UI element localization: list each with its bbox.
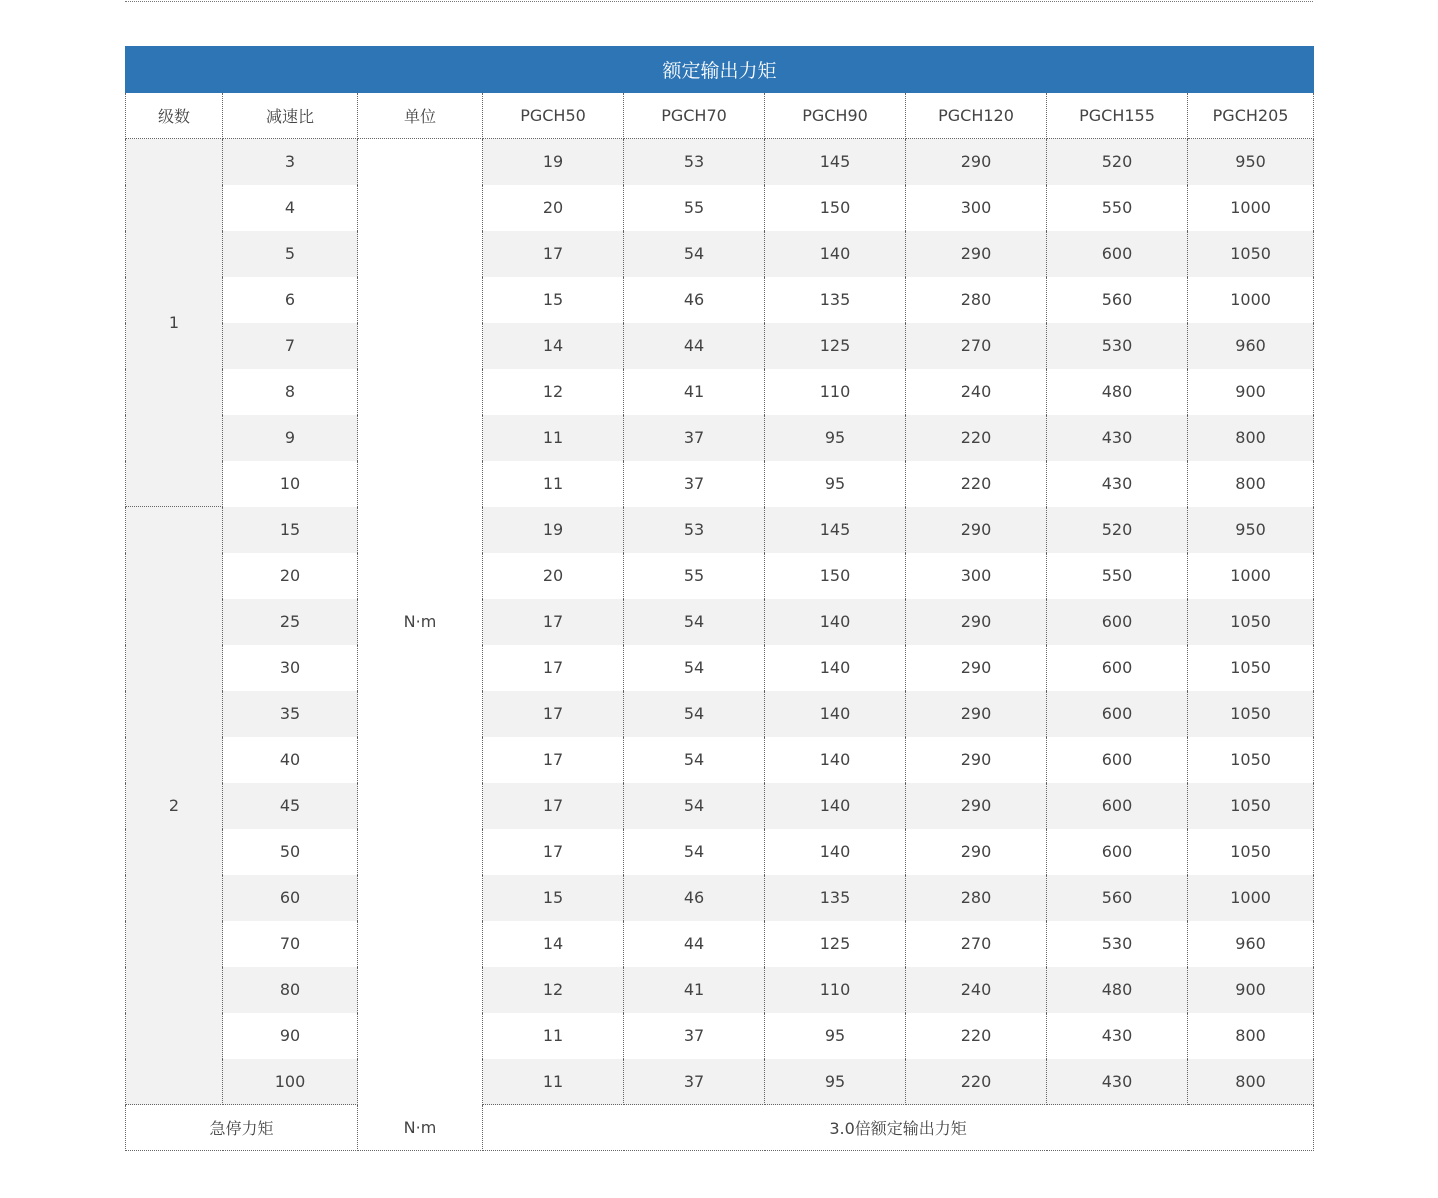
ratio-cell: 10 bbox=[223, 461, 358, 507]
ratio-cell: 70 bbox=[223, 921, 358, 967]
torque-value-cell: 95 bbox=[765, 415, 906, 461]
torque-value-cell: 600 bbox=[1047, 645, 1188, 691]
torque-value-cell: 550 bbox=[1047, 185, 1188, 231]
table-row bbox=[126, 231, 1314, 277]
torque-value-cell: 17 bbox=[483, 645, 624, 691]
header-pgch50: PGCH50 bbox=[483, 93, 624, 139]
torque-value-cell: 1050 bbox=[1188, 645, 1314, 691]
torque-value-cell: 12 bbox=[483, 967, 624, 1013]
torque-value-cell: 600 bbox=[1047, 829, 1188, 875]
torque-value-cell: 41 bbox=[624, 967, 765, 1013]
rated-torque-table bbox=[125, 46, 1314, 1151]
ratio-cell: 5 bbox=[223, 231, 358, 277]
torque-value-cell: 54 bbox=[624, 829, 765, 875]
torque-value-cell: 11 bbox=[483, 415, 624, 461]
ratio-cell: 90 bbox=[223, 1013, 358, 1059]
torque-value-cell: 17 bbox=[483, 737, 624, 783]
table-row bbox=[126, 875, 1314, 921]
torque-value-cell: 37 bbox=[624, 1059, 765, 1105]
header-pgch70: PGCH70 bbox=[624, 93, 765, 139]
torque-value-cell: 15 bbox=[483, 875, 624, 921]
torque-value-cell: 600 bbox=[1047, 737, 1188, 783]
table-title: 额定输出力矩 bbox=[126, 47, 1314, 93]
unit-cell: N·m bbox=[358, 139, 483, 1105]
torque-value-cell: 300 bbox=[906, 553, 1047, 599]
torque-value-cell: 530 bbox=[1047, 921, 1188, 967]
torque-value-cell: 12 bbox=[483, 369, 624, 415]
table-row bbox=[126, 921, 1314, 967]
ratio-cell: 60 bbox=[223, 875, 358, 921]
torque-value-cell: 41 bbox=[624, 369, 765, 415]
torque-value-cell: 11 bbox=[483, 1059, 624, 1105]
torque-value-cell: 1050 bbox=[1188, 691, 1314, 737]
ratio-cell: 45 bbox=[223, 783, 358, 829]
torque-value-cell: 1000 bbox=[1188, 185, 1314, 231]
torque-value-cell: 220 bbox=[906, 1013, 1047, 1059]
torque-value-cell: 290 bbox=[906, 139, 1047, 185]
torque-value-cell: 240 bbox=[906, 967, 1047, 1013]
table-row bbox=[126, 553, 1314, 599]
torque-value-cell: 19 bbox=[483, 507, 624, 553]
torque-value-cell: 520 bbox=[1047, 139, 1188, 185]
torque-value-cell: 800 bbox=[1188, 415, 1314, 461]
torque-value-cell: 290 bbox=[906, 645, 1047, 691]
table-body bbox=[126, 139, 1314, 1105]
torque-value-cell: 19 bbox=[483, 139, 624, 185]
footer-row bbox=[126, 1105, 1314, 1151]
torque-value-cell: 950 bbox=[1188, 507, 1314, 553]
torque-value-cell: 14 bbox=[483, 921, 624, 967]
torque-value-cell: 37 bbox=[624, 415, 765, 461]
torque-value-cell: 17 bbox=[483, 231, 624, 277]
table-row bbox=[126, 737, 1314, 783]
ratio-cell: 9 bbox=[223, 415, 358, 461]
torque-value-cell: 55 bbox=[624, 553, 765, 599]
torque-value-cell: 290 bbox=[906, 231, 1047, 277]
table-row bbox=[126, 967, 1314, 1013]
torque-value-cell: 17 bbox=[483, 783, 624, 829]
torque-value-cell: 430 bbox=[1047, 1059, 1188, 1105]
torque-value-cell: 220 bbox=[906, 461, 1047, 507]
torque-value-cell: 150 bbox=[765, 185, 906, 231]
ratio-cell: 80 bbox=[223, 967, 358, 1013]
ratio-cell: 30 bbox=[223, 645, 358, 691]
torque-value-cell: 290 bbox=[906, 737, 1047, 783]
torque-value-cell: 110 bbox=[765, 967, 906, 1013]
table-row bbox=[126, 645, 1314, 691]
ratio-cell: 15 bbox=[223, 507, 358, 553]
torque-value-cell: 1050 bbox=[1188, 737, 1314, 783]
torque-value-cell: 46 bbox=[624, 875, 765, 921]
torque-value-cell: 20 bbox=[483, 553, 624, 599]
torque-value-cell: 600 bbox=[1047, 231, 1188, 277]
table-row bbox=[126, 185, 1314, 231]
torque-value-cell: 800 bbox=[1188, 461, 1314, 507]
table-row bbox=[126, 323, 1314, 369]
torque-value-cell: 960 bbox=[1188, 323, 1314, 369]
emergency-stop-unit: N·m bbox=[358, 1105, 483, 1151]
torque-value-cell: 125 bbox=[765, 921, 906, 967]
torque-value-cell: 95 bbox=[765, 1013, 906, 1059]
table-row bbox=[126, 415, 1314, 461]
ratio-cell: 40 bbox=[223, 737, 358, 783]
table-row bbox=[126, 1013, 1314, 1059]
torque-value-cell: 1050 bbox=[1188, 231, 1314, 277]
table-row bbox=[126, 1059, 1314, 1105]
torque-value-cell: 900 bbox=[1188, 369, 1314, 415]
torque-value-cell: 290 bbox=[906, 691, 1047, 737]
torque-value-cell: 20 bbox=[483, 185, 624, 231]
table-row bbox=[126, 369, 1314, 415]
torque-value-cell: 44 bbox=[624, 323, 765, 369]
ratio-cell: 4 bbox=[223, 185, 358, 231]
header-pgch205: PGCH205 bbox=[1188, 93, 1314, 139]
torque-value-cell: 140 bbox=[765, 231, 906, 277]
header-stage: 级数 bbox=[126, 93, 223, 139]
torque-value-cell: 1000 bbox=[1188, 875, 1314, 921]
table-row bbox=[126, 691, 1314, 737]
torque-value-cell: 280 bbox=[906, 875, 1047, 921]
torque-value-cell: 300 bbox=[906, 185, 1047, 231]
table-row bbox=[126, 829, 1314, 875]
torque-value-cell: 960 bbox=[1188, 921, 1314, 967]
torque-value-cell: 11 bbox=[483, 1013, 624, 1059]
ratio-cell: 25 bbox=[223, 599, 358, 645]
torque-value-cell: 140 bbox=[765, 737, 906, 783]
torque-value-cell: 480 bbox=[1047, 369, 1188, 415]
ratio-cell: 100 bbox=[223, 1059, 358, 1105]
torque-value-cell: 220 bbox=[906, 415, 1047, 461]
torque-value-cell: 17 bbox=[483, 829, 624, 875]
ratio-cell: 50 bbox=[223, 829, 358, 875]
torque-value-cell: 54 bbox=[624, 691, 765, 737]
stage-cell: 2 bbox=[126, 507, 223, 1105]
torque-value-cell: 1000 bbox=[1188, 553, 1314, 599]
torque-value-cell: 150 bbox=[765, 553, 906, 599]
torque-value-cell: 140 bbox=[765, 829, 906, 875]
table-row bbox=[126, 139, 1314, 185]
torque-value-cell: 11 bbox=[483, 461, 624, 507]
torque-value-cell: 1050 bbox=[1188, 599, 1314, 645]
torque-value-cell: 54 bbox=[624, 783, 765, 829]
ratio-cell: 3 bbox=[223, 139, 358, 185]
torque-value-cell: 220 bbox=[906, 1059, 1047, 1105]
torque-value-cell: 290 bbox=[906, 829, 1047, 875]
torque-value-cell: 140 bbox=[765, 783, 906, 829]
torque-value-cell: 530 bbox=[1047, 323, 1188, 369]
torque-value-cell: 900 bbox=[1188, 967, 1314, 1013]
header-row bbox=[126, 93, 1314, 139]
ratio-cell: 8 bbox=[223, 369, 358, 415]
torque-value-cell: 480 bbox=[1047, 967, 1188, 1013]
torque-value-cell: 145 bbox=[765, 507, 906, 553]
torque-value-cell: 600 bbox=[1047, 599, 1188, 645]
torque-value-cell: 135 bbox=[765, 875, 906, 921]
torque-value-cell: 15 bbox=[483, 277, 624, 323]
torque-value-cell: 950 bbox=[1188, 139, 1314, 185]
header-ratio: 减速比 bbox=[223, 93, 358, 139]
torque-value-cell: 95 bbox=[765, 461, 906, 507]
torque-value-cell: 54 bbox=[624, 737, 765, 783]
torque-value-cell: 145 bbox=[765, 139, 906, 185]
torque-value-cell: 125 bbox=[765, 323, 906, 369]
ratio-cell: 7 bbox=[223, 323, 358, 369]
torque-value-cell: 46 bbox=[624, 277, 765, 323]
torque-value-cell: 550 bbox=[1047, 553, 1188, 599]
torque-value-cell: 17 bbox=[483, 599, 624, 645]
torque-value-cell: 110 bbox=[765, 369, 906, 415]
stage-cell: 1 bbox=[126, 139, 223, 507]
torque-value-cell: 140 bbox=[765, 645, 906, 691]
torque-value-cell: 1000 bbox=[1188, 277, 1314, 323]
torque-value-cell: 37 bbox=[624, 1013, 765, 1059]
emergency-stop-value: 3.0倍额定输出力矩 bbox=[483, 1105, 1314, 1151]
torque-value-cell: 44 bbox=[624, 921, 765, 967]
torque-value-cell: 290 bbox=[906, 783, 1047, 829]
ratio-cell: 6 bbox=[223, 277, 358, 323]
torque-value-cell: 600 bbox=[1047, 783, 1188, 829]
torque-value-cell: 520 bbox=[1047, 507, 1188, 553]
ratio-cell: 20 bbox=[223, 553, 358, 599]
torque-value-cell: 135 bbox=[765, 277, 906, 323]
torque-value-cell: 54 bbox=[624, 645, 765, 691]
torque-value-cell: 560 bbox=[1047, 875, 1188, 921]
torque-value-cell: 54 bbox=[624, 599, 765, 645]
torque-value-cell: 53 bbox=[624, 507, 765, 553]
torque-value-cell: 430 bbox=[1047, 415, 1188, 461]
torque-value-cell: 14 bbox=[483, 323, 624, 369]
torque-value-cell: 140 bbox=[765, 599, 906, 645]
torque-value-cell: 17 bbox=[483, 691, 624, 737]
torque-value-cell: 560 bbox=[1047, 277, 1188, 323]
torque-value-cell: 280 bbox=[906, 277, 1047, 323]
torque-value-cell: 37 bbox=[624, 461, 765, 507]
torque-value-cell: 1050 bbox=[1188, 783, 1314, 829]
table-row bbox=[126, 507, 1314, 553]
torque-value-cell: 290 bbox=[906, 507, 1047, 553]
torque-value-cell: 140 bbox=[765, 691, 906, 737]
torque-value-cell: 54 bbox=[624, 231, 765, 277]
table-row bbox=[126, 277, 1314, 323]
header-pgch155: PGCH155 bbox=[1047, 93, 1188, 139]
table-row bbox=[126, 783, 1314, 829]
top-divider bbox=[125, 0, 1313, 2]
torque-value-cell: 95 bbox=[765, 1059, 906, 1105]
torque-value-cell: 55 bbox=[624, 185, 765, 231]
torque-value-cell: 290 bbox=[906, 599, 1047, 645]
table-row bbox=[126, 599, 1314, 645]
header-pgch90: PGCH90 bbox=[765, 93, 906, 139]
torque-value-cell: 430 bbox=[1047, 461, 1188, 507]
torque-value-cell: 270 bbox=[906, 323, 1047, 369]
torque-value-cell: 430 bbox=[1047, 1013, 1188, 1059]
torque-value-cell: 270 bbox=[906, 921, 1047, 967]
torque-value-cell: 1050 bbox=[1188, 829, 1314, 875]
torque-value-cell: 800 bbox=[1188, 1013, 1314, 1059]
table-row bbox=[126, 461, 1314, 507]
torque-value-cell: 600 bbox=[1047, 691, 1188, 737]
ratio-cell: 35 bbox=[223, 691, 358, 737]
header-unit: 单位 bbox=[358, 93, 483, 139]
header-pgch120: PGCH120 bbox=[906, 93, 1047, 139]
emergency-stop-label: 急停力矩 bbox=[126, 1105, 358, 1151]
torque-value-cell: 53 bbox=[624, 139, 765, 185]
torque-value-cell: 240 bbox=[906, 369, 1047, 415]
torque-value-cell: 800 bbox=[1188, 1059, 1314, 1105]
